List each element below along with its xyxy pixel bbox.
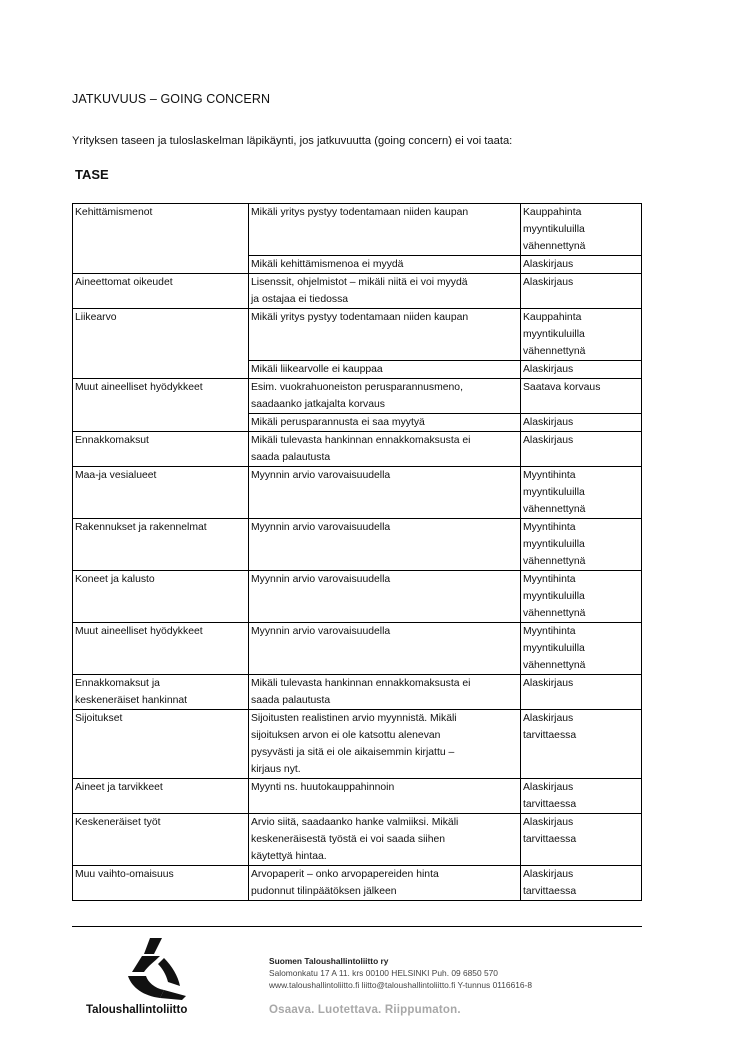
condition-cell: Mikäli liikearvolle ei kauppaa: [249, 361, 521, 379]
condition-cell: Lisenssit, ohjelmistot – mikäli niitä ei voi myydä ja ostajaa ei tiedossa: [249, 274, 521, 309]
condition-cell: Arvopaperit – onko arvopapereiden hinta pudonnut tilinpäätöksen jälkeen: [249, 866, 521, 901]
condition-cell: Myynnin arvio varovaisuudella: [249, 467, 521, 519]
treatment-cell: Alaskirjaus: [521, 432, 642, 467]
page-heading: JATKUVUUS – GOING CONCERN: [72, 92, 271, 106]
condition-cell: Mikäli yritys pystyy todentamaan niiden kaupan: [249, 309, 521, 361]
item-cell: Muut aineelliset hyödykkeet: [73, 623, 249, 675]
condition-cell: Mikäli yritys pystyy todentamaan niiden kaupan: [249, 204, 521, 256]
section-title-tase: TASE: [75, 167, 109, 182]
table-row: [73, 814, 642, 866]
table-row: [73, 432, 642, 467]
treatment-cell: Alaskirjaus: [521, 414, 642, 432]
condition-cell: Myynnin arvio varovaisuudella: [249, 571, 521, 623]
table-row: [73, 204, 642, 256]
condition-cell: Myynnin arvio varovaisuudella: [249, 519, 521, 571]
condition-cell: Esim. vuokrahuoneiston perusparannusmeno, saadaanko jatkajalta korvaus: [249, 379, 521, 414]
item-cell: Muu vaihto-omaisuus: [73, 866, 249, 901]
item-cell: Ennakkomaksut ja keskeneräiset hankinnat: [73, 675, 249, 710]
table-row: [73, 519, 642, 571]
condition-cell: Myynnin arvio varovaisuudella: [249, 623, 521, 675]
logo-name: Taloushallintoliitto: [86, 1004, 188, 1016]
footer-motto: Osaava. Luotettava. Riippumaton.: [269, 1004, 461, 1016]
treatment-cell: Alaskirjaus tarvittaessa: [521, 814, 642, 866]
footer-contact-line: www.taloushallintoliitto.fi liitto@taloushallintoliitto.fi Y-tunnus 0116616-8: [269, 980, 533, 990]
treatment-cell: Myyntihinta myyntikuluilla vähennettynä: [521, 519, 642, 571]
item-cell: Kehittämismenot: [73, 204, 249, 274]
table-row: [73, 274, 642, 309]
item-cell: Ennakkomaksut: [73, 432, 249, 467]
table-row: [73, 675, 642, 710]
table-row: [73, 467, 642, 519]
item-cell: Aineettomat oikeudet: [73, 274, 249, 309]
treatment-cell: Alaskirjaus tarvittaessa: [521, 866, 642, 901]
table-row: [73, 623, 642, 675]
table-row: [73, 710, 642, 779]
treatment-cell: Myyntihinta myyntikuluilla vähennettynä: [521, 571, 642, 623]
footer-contact: [269, 955, 532, 991]
table-row: [73, 309, 642, 361]
condition-cell: Mikäli perusparannusta ei saa myytyä: [249, 414, 521, 432]
table-row: [73, 379, 642, 414]
treatment-cell: Kauppahinta myyntikuluilla vähennettynä: [521, 204, 642, 256]
treatment-cell: Alaskirjaus: [521, 361, 642, 379]
treatment-cell: Alaskirjaus tarvittaessa: [521, 710, 642, 779]
item-cell: Muut aineelliset hyödykkeet: [73, 379, 249, 432]
table-row: [73, 866, 642, 901]
treatment-cell: Alaskirjaus tarvittaessa: [521, 779, 642, 814]
divider: [72, 926, 642, 927]
treatment-cell: Myyntihinta myyntikuluilla vähennettynä: [521, 467, 642, 519]
treatment-cell: Alaskirjaus: [521, 274, 642, 309]
condition-cell: Mikäli tulevasta hankinnan ennakkomaksusta ei saada palautusta: [249, 432, 521, 467]
item-cell: Koneet ja kalusto: [73, 571, 249, 623]
taloushallintoliitto-logo-icon: [120, 936, 190, 1000]
item-cell: Keskeneräiset työt: [73, 814, 249, 866]
item-cell: Sijoitukset: [73, 710, 249, 779]
table-row: [73, 779, 642, 814]
condition-cell: Arvio siitä, saadaanko hanke valmiiksi. Mikäli keskeneräisestä työstä ei voi saada siihen käytettyä hintaa.: [249, 814, 521, 866]
intro-text: Yrityksen taseen ja tuloslaskelman läpikäynti, jos jatkuvuutta (going concern) ei voi taata:: [72, 135, 513, 147]
footer-org: Suomen Taloushallintoliitto ry: [269, 956, 389, 966]
condition-cell: Myynti ns. huutokauppahinnoin: [249, 779, 521, 814]
treatment-cell: Alaskirjaus: [521, 256, 642, 274]
item-cell: Maa-ja vesialueet: [73, 467, 249, 519]
condition-cell: Mikäli kehittämismenoa ei myydä: [249, 256, 521, 274]
condition-cell: Sijoitusten realistinen arvio myynnistä. Mikäli sijoituksen arvon ei ole katsottu alenevan pysyvästi ja sitä ei ole aikaisemmin kirjattu – kirjaus nyt.: [249, 710, 521, 779]
treatment-cell: Myyntihinta myyntikuluilla vähennettynä: [521, 623, 642, 675]
table-row: [73, 571, 642, 623]
condition-cell: Mikäli tulevasta hankinnan ennakkomaksusta ei saada palautusta: [249, 675, 521, 710]
item-cell: Rakennukset ja rakennelmat: [73, 519, 249, 571]
item-cell: Liikearvo: [73, 309, 249, 379]
treatment-cell: Saatava korvaus: [521, 379, 642, 414]
balance-sheet-table: [72, 203, 642, 901]
footer-address: Salomonkatu 17 A 11. krs 00100 HELSINKI Puh. 09 6850 570: [269, 968, 498, 978]
treatment-cell: Kauppahinta myyntikuluilla vähennettynä: [521, 309, 642, 361]
treatment-cell: Alaskirjaus: [521, 675, 642, 710]
item-cell: Aineet ja tarvikkeet: [73, 779, 249, 814]
